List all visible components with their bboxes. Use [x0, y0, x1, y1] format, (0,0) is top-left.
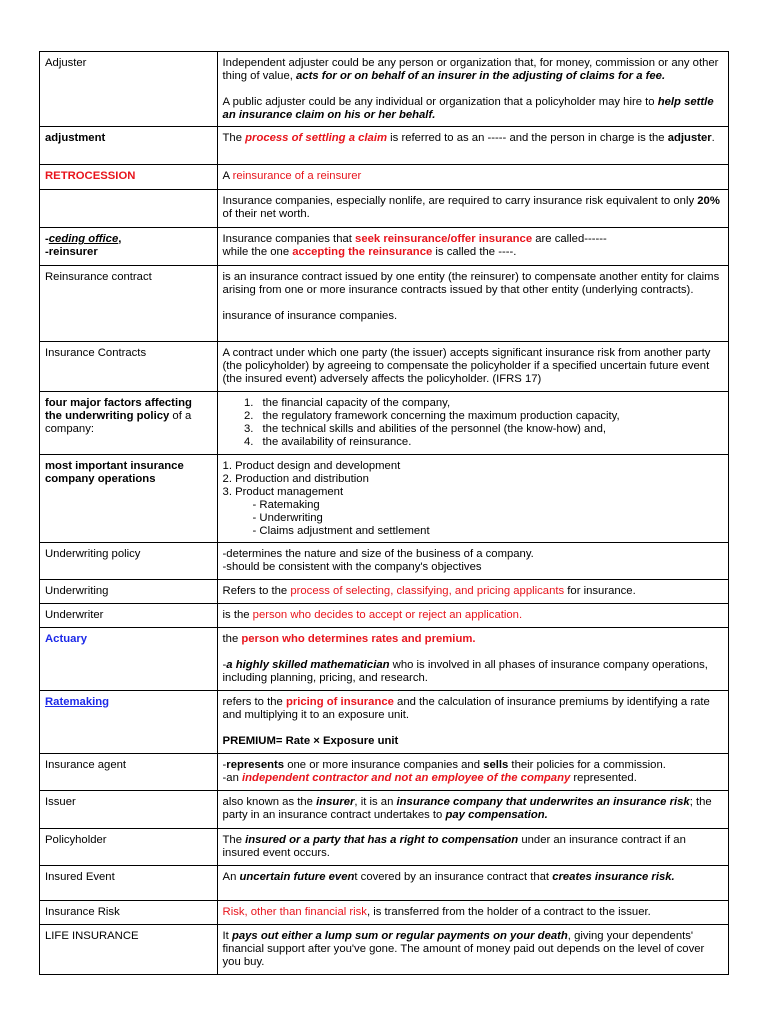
definition-text: is the: [222, 609, 253, 621]
table-row: [40, 791, 729, 829]
definition-emphasis: insurance company that underwrites an insurance risk: [396, 796, 690, 808]
table-row: [40, 543, 729, 580]
term-label: Adjuster: [45, 57, 87, 69]
definition-highlight: pricing of insurance: [285, 696, 394, 708]
definition-cell: [217, 604, 728, 628]
term-label: four major factors affecting the underwriting policy: [45, 397, 192, 422]
definition-emphasis: a highly skilled mathematician: [226, 659, 390, 671]
definition-text: are called------: [532, 233, 607, 245]
definition-text: under an insurance contract if an insured event occurs.: [222, 834, 686, 859]
term-cell: [40, 266, 218, 342]
definition-text: is an insurance contract issued by one entity (the reinsurer) to compensate another entity for claims arising from one or more insurance contracts issued by that other entity (underlying contracts).: [222, 271, 720, 296]
term-label: ,: [118, 233, 122, 245]
definition-text: , it is an: [354, 796, 397, 808]
table-row: [40, 901, 729, 925]
definition-text: their policies for a commission.: [508, 759, 666, 771]
term-label: Insurance Risk: [45, 906, 120, 918]
definition-text: for insurance.: [564, 585, 636, 597]
definition-emphasis: insured or a party that has a right to compensation: [245, 834, 519, 846]
table-row: [40, 691, 729, 754]
list-item: 1. the financial capacity of the company,: [257, 397, 722, 410]
definition-emphasis: pays out either a lump sum or regular payments on your death: [231, 930, 568, 942]
term-label: LIFE INSURANCE: [45, 930, 139, 942]
definition-text: , is transferred from the holder of a contract to the issuer.: [366, 906, 651, 918]
definition-text: refers to the: [222, 696, 286, 708]
definition-highlight: process of selecting, classifying, and pricing applicants: [290, 585, 565, 597]
definition-text: of their net worth.: [222, 208, 310, 220]
term-label: -: [45, 233, 49, 245]
term-label: Reinsurance contract: [45, 271, 152, 283]
term-label: Underwriting policy: [45, 548, 141, 560]
list-item: 1. Product design and development: [222, 460, 401, 472]
term-cell: [40, 604, 218, 628]
definition-cell: [217, 543, 728, 580]
definition-cell: [217, 228, 728, 266]
term-cell: [40, 754, 218, 791]
definition-emphasis: 20%: [697, 195, 720, 207]
definition-cell: [217, 455, 728, 543]
definition-highlight: independent contractor and not an employee of the company: [242, 772, 571, 784]
term-label: of a company:: [45, 410, 192, 435]
term-cell: [40, 543, 218, 580]
definition-emphasis: creates insurance risk.: [552, 871, 675, 883]
definition-text: is called the ----.: [432, 246, 517, 258]
glossary-table: [39, 51, 729, 975]
list-item: - Underwriting: [252, 512, 323, 524]
term-cell: [40, 580, 218, 604]
definition-text: -an: [222, 772, 242, 784]
term-label: Insurance Contracts: [45, 347, 147, 359]
definition-highlight: process of settling a claim: [245, 132, 388, 144]
definition-highlight: accepting the reinsurance: [292, 246, 433, 258]
definition-cell: [217, 691, 728, 754]
list-item: 2. the regulatory framework concerning the maximum production capacity,: [257, 410, 722, 423]
definition-text: ; the party in an insurance contract undertakes to: [222, 796, 712, 821]
term-cell: [40, 52, 218, 127]
definition-text: It: [222, 930, 232, 942]
definition-text: A: [222, 170, 233, 182]
term-cell: [40, 866, 218, 901]
definition-text: .: [711, 132, 715, 144]
term-cell: [40, 165, 218, 190]
definition-text: Independent adjuster could be any person or organization that, for money, commission or any other thing of value,: [222, 57, 719, 82]
definition-emphasis: pay compensation.: [445, 809, 548, 821]
term-label: Policyholder: [45, 834, 107, 846]
term-label: ceding office: [48, 233, 119, 245]
definition-cell: [217, 165, 728, 190]
definition-text: is referred to as an ----- and the person in charge is the: [387, 132, 668, 144]
definition-text: who is involved in all phases of insurance company operations, including planning, pricing, and research.: [222, 659, 708, 684]
term-cell[interactable]: [40, 691, 218, 754]
ratemaking-link[interactable]: Ratemaking: [45, 696, 110, 708]
definition-emphasis: insurer: [316, 796, 355, 808]
definition-cell: [217, 52, 728, 127]
definition-text: The: [222, 132, 246, 144]
table-row: [40, 925, 729, 975]
term-label: -reinsurer: [45, 246, 98, 258]
definition-text: A contract under which one party (the issuer) accepts significant insurance risk from another party (the policyholder) by agreeing to compensate the policyholder if a specified uncertain future event (the insured event) adversely affects the policyholder. (IFRS 17): [222, 347, 711, 385]
table-row: [40, 228, 729, 266]
term-label: most important insurance company operations: [45, 460, 184, 485]
table-row: [40, 754, 729, 791]
definition-text: also known as the: [222, 796, 317, 808]
definition-cell: [217, 901, 728, 925]
table-row: [40, 455, 729, 543]
definition-text: Insurance companies that: [222, 233, 356, 245]
definition-highlight: person who decides to accept or reject an application.: [252, 609, 523, 621]
term-label: Underwriter: [45, 609, 104, 621]
table-row: [40, 580, 729, 604]
table-row: [40, 190, 729, 228]
list-item: 2. Production and distribution: [222, 473, 369, 485]
definition-cell: [217, 580, 728, 604]
term-cell: [40, 127, 218, 165]
definition-cell: [217, 829, 728, 866]
definition-emphasis: adjuster: [667, 132, 712, 144]
definition-text: -should be consistent with the company's objectives: [222, 561, 482, 573]
definition-text: The: [222, 834, 246, 846]
definition-cell: [217, 127, 728, 165]
premium-formula: PREMIUM= Rate × Exposure unit: [222, 735, 399, 747]
definition-highlight: Risk, other than financial risk: [222, 906, 367, 918]
definition-text: and the calculation of insurance premiums by identifying a rate and multiplying it to an exposure unit.: [222, 696, 710, 721]
definition-text: the: [222, 633, 242, 645]
definition-cell: [217, 190, 728, 228]
table-row: [40, 342, 729, 392]
list-item: 3. the technical skills and abilities of the personnel (the know-how) and,: [257, 423, 722, 436]
definition-highlight: reinsurance of a reinsurer: [232, 170, 362, 182]
definition-text: -determines the nature and size of the business of a company.: [222, 548, 534, 560]
definition-text: one or more insurance companies and: [284, 759, 484, 771]
list-item: - Ratemaking: [252, 499, 320, 511]
term-label: adjustment: [45, 132, 106, 144]
definition-text: -: [222, 659, 227, 671]
definition-text: , giving your dependents' financial support after you've gone. The amount of money paid out depends on the level of cover you buy.: [222, 930, 705, 968]
table-row: [40, 127, 729, 165]
table-row: [40, 165, 729, 190]
definition-text: insurance of insurance companies.: [222, 310, 398, 322]
term-label: Actuary: [45, 633, 88, 645]
definition-text: An: [222, 871, 240, 883]
definition-emphasis: uncertain future even: [239, 871, 355, 883]
table-row: [40, 52, 729, 127]
definition-text: -: [222, 759, 227, 771]
term-label: Insurance agent: [45, 759, 127, 771]
list-item: - Claims adjustment and settlement: [252, 525, 430, 537]
factor-list: [223, 397, 722, 449]
table-row: [40, 392, 729, 455]
term-label: RETROCESSION: [45, 170, 136, 182]
definition-text: Insurance companies, especially nonlife, are required to carry insurance risk equivalent to only: [222, 195, 698, 207]
table-row: [40, 604, 729, 628]
definition-text: while the one: [222, 246, 293, 258]
definition-cell: [217, 628, 728, 691]
definition-text: Refers to the: [222, 585, 291, 597]
definition-cell: [217, 754, 728, 791]
definition-emphasis: sells: [483, 759, 509, 771]
term-cell: [40, 829, 218, 866]
table-row: [40, 266, 729, 342]
term-label: Issuer: [45, 796, 76, 808]
definition-text: represented.: [570, 772, 637, 784]
definition-cell: [217, 866, 728, 901]
term-label: Insured Event: [45, 871, 115, 883]
definition-cell: [217, 392, 728, 455]
term-cell: [40, 455, 218, 543]
term-cell: [40, 901, 218, 925]
definition-emphasis: represents: [226, 759, 285, 771]
list-item: 4. the availability of reinsurance.: [257, 436, 722, 449]
definition-text: t covered by an insurance contract that: [354, 871, 553, 883]
definition-emphasis: acts for or on behalf of an insurer in the adjusting of claims for a fee.: [296, 70, 666, 82]
definition-emphasis: help settle an insurance claim on his or her behalf.: [222, 96, 714, 121]
term-cell: [40, 228, 218, 266]
term-cell: [40, 925, 218, 975]
term-cell: [40, 342, 218, 392]
definition-highlight: person who determines rates and premium.: [241, 633, 476, 645]
definition-cell: [217, 925, 728, 975]
table-row: [40, 829, 729, 866]
definition-text: A public adjuster could be any individual or organization that a policyholder may hire to: [222, 96, 658, 108]
table-row: [40, 628, 729, 691]
term-cell: [40, 392, 218, 455]
term-cell: [40, 190, 218, 228]
definition-cell: [217, 342, 728, 392]
definition-highlight: seek reinsurance/offer insurance: [355, 233, 533, 245]
table-row: [40, 866, 729, 901]
definition-cell: [217, 266, 728, 342]
term-label: Underwriting: [45, 585, 109, 597]
definition-cell: [217, 791, 728, 829]
term-cell: [40, 791, 218, 829]
term-cell: [40, 628, 218, 691]
list-item: 3. Product management: [222, 486, 344, 498]
